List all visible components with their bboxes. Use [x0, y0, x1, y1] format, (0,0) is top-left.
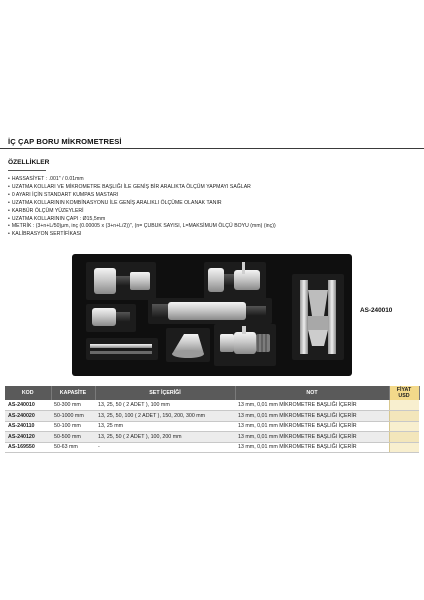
cell-price [389, 400, 419, 411]
cell-capacity: 50-63 mm [51, 442, 95, 453]
column-header-note: NOT [235, 386, 389, 400]
cell-code: AS-169550 [5, 442, 51, 453]
cell-code: AS-240020 [5, 411, 51, 422]
feature-item: • 0 AYARI İÇİN STANDART KUMPAS MASTARI [8, 192, 276, 200]
product-case-illustration [72, 254, 352, 376]
table-row [5, 421, 419, 432]
feature-item: • HASSASİYET : .001" / 0.01mm [8, 176, 276, 184]
cell-note: 13 mm, 0,01 mm MİKROMETRE BAŞLIĞI İÇERİR [235, 411, 389, 422]
price-header-line1: FİYAT [396, 387, 412, 393]
feature-item: • UZATMA KOLLARI VE MİKROMETRE BAŞLIĞI İLE GENİŞ BİR ARALIKTA ÖLÇÜM YAPMAYI SAĞLAR [8, 184, 276, 192]
cell-price [389, 432, 419, 443]
feature-item: • UZATMA KOLLARININ ÇAPI : Ø15,5mm [8, 216, 276, 224]
cell-note: 13 mm, 0,01 mm MİKROMETRE BAŞLIĞI İÇERİR [235, 442, 389, 453]
feature-item: • KALİBRASYON SERTİFİKASI [8, 231, 276, 239]
table-row [5, 400, 419, 411]
cell-set: 13, 25, 50 ( 2 ADET ), 100 mm [95, 400, 235, 411]
cell-set: 13, 25, 50 ( 2 ADET ), 100, 200 mm [95, 432, 235, 443]
table-row [5, 442, 419, 453]
product-case-image [72, 254, 352, 376]
cell-set: 13, 25, 50, 100 ( 2 ADET ), 150, 200, 300 mm [95, 411, 235, 422]
cell-capacity: 50-500 mm [51, 432, 95, 443]
feature-item: • UZATMA KOLLARININ KOMBİNASYONU İLE GENİŞ ARALIKLI ÖLÇÜME OLANAK TANIR [8, 200, 276, 208]
cell-note: 13 mm, 0,01 mm MİKROMETRE BAŞLIĞI İÇERİR [235, 400, 389, 411]
features-list [8, 176, 276, 239]
cell-set: - [95, 442, 235, 453]
cell-capacity: 50-300 mm [51, 400, 95, 411]
title-divider [0, 148, 424, 149]
cell-price [389, 411, 419, 422]
cell-note: 13 mm, 0,01 mm MİKROMETRE BAŞLIĞI İÇERİR [235, 432, 389, 443]
spec-table [5, 386, 420, 453]
features-divider [8, 170, 46, 171]
cell-price [389, 442, 419, 453]
cell-capacity: 50-1000 mm [51, 411, 95, 422]
column-header-set: SET İÇERİĞİ [95, 386, 235, 400]
cell-code: AS-240010 [5, 400, 51, 411]
cell-note: 13 mm, 0,01 mm MİKROMETRE BAŞLIĞI İÇERİR [235, 421, 389, 432]
table-row [5, 411, 419, 422]
product-code-label: AS-240010 [360, 307, 393, 314]
price-header-line2: USD [398, 393, 410, 399]
page-title: İÇ ÇAP BORU MİKROMETRESİ [8, 137, 122, 146]
column-header-code: KOD [5, 386, 51, 400]
table-row [5, 432, 419, 443]
cell-capacity: 50-100 mm [51, 421, 95, 432]
column-header-price [389, 386, 419, 400]
feature-item: • KARBÜR ÖLÇÜM YÜZEYLERİ [8, 208, 276, 216]
cell-set: 13, 25 mm [95, 421, 235, 432]
features-title: ÖZELLİKLER [8, 159, 50, 166]
cell-code: AS-240110 [5, 421, 51, 432]
cell-code: AS-240120 [5, 432, 51, 443]
cell-price [389, 421, 419, 432]
feature-item: • METRİK : (3+n+L/50)μm, inç (0.00005 x (3+n+L/2))", (n= ÇUBUK SAYISI, L=MAKSİMUM ÖLÇÜ BOYU (mm) (inç)) [8, 223, 276, 231]
column-header-capacity: KAPASİTE [51, 386, 95, 400]
table-header-row [5, 386, 419, 400]
